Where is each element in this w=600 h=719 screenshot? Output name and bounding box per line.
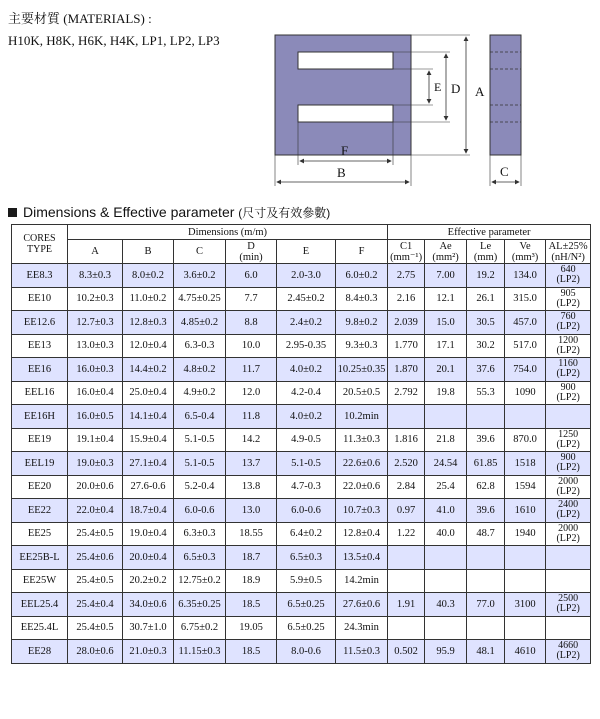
cell-a: 10.2±0.3 (68, 287, 123, 311)
cell-le: 37.6 (467, 358, 505, 382)
cell-le: 61.85 (467, 452, 505, 476)
cell-b: 12.8±0.3 (123, 311, 174, 335)
cell-ve: 754.0 (505, 358, 546, 382)
cell-d: 7.7 (226, 287, 277, 311)
cell-d: 13.7 (226, 452, 277, 476)
cell-b: 30.7±1.0 (123, 616, 174, 640)
cell-ve (505, 569, 546, 593)
cell-ve: 315.0 (505, 287, 546, 311)
cell-type: EE22 (12, 499, 68, 523)
e-core-front-view (275, 35, 411, 155)
cell-c1: 2.520 (388, 452, 425, 476)
cell-a: 25.4±0.5 (68, 569, 123, 593)
cell-ae (425, 569, 467, 593)
cell-type: EE13 (12, 334, 68, 358)
cell-a: 12.7±0.3 (68, 311, 123, 335)
cell-b: 21.0±0.3 (123, 640, 174, 664)
cell-b: 18.7±0.4 (123, 499, 174, 523)
cell-d: 13.0 (226, 499, 277, 523)
cell-c1: 2.75 (388, 264, 425, 288)
cell-le: 55.3 (467, 381, 505, 405)
cell-type: EE25.4L (12, 616, 68, 640)
table-body (12, 264, 591, 664)
header-e: E (277, 240, 336, 264)
cell-a: 25.4±0.5 (68, 522, 123, 546)
cell-c: 6.3-0.3 (174, 334, 226, 358)
cell-al: 905 (LP2) (546, 287, 591, 311)
cell-al: 2000 (LP2) (546, 475, 591, 499)
cell-c: 6.75±0.2 (174, 616, 226, 640)
cell-ae: 17.1 (425, 334, 467, 358)
cell-ae: 19.8 (425, 381, 467, 405)
cell-type: EE25W (12, 569, 68, 593)
cell-ve: 134.0 (505, 264, 546, 288)
cell-e: 4.7-0.3 (277, 475, 336, 499)
cell-f: 14.2min (336, 569, 388, 593)
cell-c: 6.3±0.3 (174, 522, 226, 546)
table-row (12, 546, 591, 570)
cell-f: 11.3±0.3 (336, 428, 388, 452)
header-ve: Ve (mm³) (505, 240, 546, 264)
cell-c1: 1.816 (388, 428, 425, 452)
cell-c1 (388, 546, 425, 570)
cell-f: 27.6±0.6 (336, 593, 388, 617)
cell-type: EE16 (12, 358, 68, 382)
cell-e: 4.2-0.4 (277, 381, 336, 405)
cell-d: 19.05 (226, 616, 277, 640)
cell-a: 19.1±0.4 (68, 428, 123, 452)
cell-a: 8.3±0.3 (68, 264, 123, 288)
cell-al: 900 (LP2) (546, 381, 591, 405)
cell-ae: 25.4 (425, 475, 467, 499)
table-row (12, 264, 591, 288)
cell-c: 3.6±0.2 (174, 264, 226, 288)
cell-a: 16.0±0.5 (68, 405, 123, 429)
cell-f: 10.7±0.3 (336, 499, 388, 523)
cell-e: 2.4±0.2 (277, 311, 336, 335)
label-a: A (475, 84, 485, 99)
cell-f: 24.3min (336, 616, 388, 640)
cell-le (467, 569, 505, 593)
cell-type: EE8.3 (12, 264, 68, 288)
cell-type: EE16H (12, 405, 68, 429)
label-f: F (341, 143, 349, 158)
cell-c1: 2.792 (388, 381, 425, 405)
cell-f: 8.4±0.3 (336, 287, 388, 311)
cell-f: 13.5±0.4 (336, 546, 388, 570)
cell-type: EE10 (12, 287, 68, 311)
dimensions-table (11, 224, 591, 664)
cell-ae: 95.9 (425, 640, 467, 664)
header-le: Le (mm) (467, 240, 505, 264)
cell-e: 6.5±0.3 (277, 546, 336, 570)
cell-al (546, 616, 591, 640)
section-title (8, 204, 330, 221)
table-row (12, 499, 591, 523)
cell-c: 5.1-0.5 (174, 428, 226, 452)
cell-b: 27.1±0.4 (123, 452, 174, 476)
cell-d: 8.8 (226, 311, 277, 335)
table-row (12, 287, 591, 311)
cell-le: 39.6 (467, 428, 505, 452)
cell-d: 6.0 (226, 264, 277, 288)
cell-a: 13.0±0.3 (68, 334, 123, 358)
cell-c1: 0.502 (388, 640, 425, 664)
cell-b: 8.0±0.2 (123, 264, 174, 288)
cell-type: EE20 (12, 475, 68, 499)
table-row (12, 334, 591, 358)
cell-le: 26.1 (467, 287, 505, 311)
cell-le: 62.8 (467, 475, 505, 499)
cell-le (467, 405, 505, 429)
cell-al: 2000 (LP2) (546, 522, 591, 546)
cell-e: 6.0-0.6 (277, 499, 336, 523)
cell-e: 5.1-0.5 (277, 452, 336, 476)
header-d: D (min) (226, 240, 277, 264)
header-cores-type: CORES TYPE (12, 225, 68, 264)
cell-b: 27.6-0.6 (123, 475, 174, 499)
e-core-side-view (490, 35, 521, 155)
cell-c1: 0.97 (388, 499, 425, 523)
cell-al (546, 405, 591, 429)
cell-c: 12.75±0.2 (174, 569, 226, 593)
table-row (12, 381, 591, 405)
cell-e: 6.5±0.25 (277, 593, 336, 617)
cell-c1: 2.039 (388, 311, 425, 335)
cell-b: 34.0±0.6 (123, 593, 174, 617)
cell-d: 12.0 (226, 381, 277, 405)
cell-c: 6.35±0.25 (174, 593, 226, 617)
cell-al: 900 (LP2) (546, 452, 591, 476)
cell-c1 (388, 405, 425, 429)
cell-c: 4.8±0.2 (174, 358, 226, 382)
cell-type: EEL16 (12, 381, 68, 405)
cell-c: 11.15±0.3 (174, 640, 226, 664)
cell-c1: 1.870 (388, 358, 425, 382)
header-f: F (336, 240, 388, 264)
cell-ae: 20.1 (425, 358, 467, 382)
header-c: C (174, 240, 226, 264)
cell-a: 25.4±0.5 (68, 616, 123, 640)
table-row (12, 616, 591, 640)
cell-ve: 1940 (505, 522, 546, 546)
cell-c: 5.1-0.5 (174, 452, 226, 476)
cell-c: 4.75±0.25 (174, 287, 226, 311)
cell-a: 25.4±0.4 (68, 593, 123, 617)
cell-al: 1200 (LP2) (546, 334, 591, 358)
header-ae: Ae (mm²) (425, 240, 467, 264)
cell-al: 1160 (LP2) (546, 358, 591, 382)
cell-le (467, 616, 505, 640)
cell-a: 20.0±0.6 (68, 475, 123, 499)
header-c1: C1 (mm⁻¹) (388, 240, 425, 264)
cell-ve: 1090 (505, 381, 546, 405)
cell-c1 (388, 569, 425, 593)
cell-ae: 7.00 (425, 264, 467, 288)
cell-ve: 457.0 (505, 311, 546, 335)
cell-c: 6.5±0.3 (174, 546, 226, 570)
cell-e: 2.45±0.2 (277, 287, 336, 311)
cell-e: 4.9-0.5 (277, 428, 336, 452)
cell-b: 15.9±0.4 (123, 428, 174, 452)
cell-f: 9.3±0.3 (336, 334, 388, 358)
label-e: E (434, 80, 442, 94)
cell-ae: 40.3 (425, 593, 467, 617)
cell-e: 5.9±0.5 (277, 569, 336, 593)
cell-al: 1250 (LP2) (546, 428, 591, 452)
cell-c: 6.0-0.6 (174, 499, 226, 523)
cell-ve (505, 405, 546, 429)
cell-a: 19.0±0.3 (68, 452, 123, 476)
cell-type: EE12.6 (12, 311, 68, 335)
cell-type: EE25B-L (12, 546, 68, 570)
cell-ve: 1518 (505, 452, 546, 476)
table-row (12, 475, 591, 499)
cell-d: 18.55 (226, 522, 277, 546)
cell-type: EEL25.4 (12, 593, 68, 617)
table-row (12, 522, 591, 546)
cell-al: 4660 (LP2) (546, 640, 591, 664)
cell-c1: 1.22 (388, 522, 425, 546)
header-b: B (123, 240, 174, 264)
cell-b: 19.0±0.4 (123, 522, 174, 546)
cell-f: 11.5±0.3 (336, 640, 388, 664)
cell-b: 14.4±0.2 (123, 358, 174, 382)
cell-ae: 24.54 (425, 452, 467, 476)
cell-f: 10.25±0.35 (336, 358, 388, 382)
header-dimensions: Dimensions (m/m) (68, 225, 388, 240)
cell-b: 14.1±0.4 (123, 405, 174, 429)
cell-ae: 41.0 (425, 499, 467, 523)
cell-ve: 1610 (505, 499, 546, 523)
header-a: A (68, 240, 123, 264)
cell-f: 12.8±0.4 (336, 522, 388, 546)
cell-le: 48.1 (467, 640, 505, 664)
header-al: AL±25% (nH/N²) (546, 240, 591, 264)
cell-ve: 3100 (505, 593, 546, 617)
cell-le: 77.0 (467, 593, 505, 617)
cell-d: 11.7 (226, 358, 277, 382)
cell-a: 25.4±0.6 (68, 546, 123, 570)
table-row (12, 428, 591, 452)
cell-b: 20.2±0.2 (123, 569, 174, 593)
cell-type: EEL19 (12, 452, 68, 476)
cell-ve: 4610 (505, 640, 546, 664)
cell-d: 10.0 (226, 334, 277, 358)
cell-c1: 2.16 (388, 287, 425, 311)
cell-ve (505, 546, 546, 570)
cell-c: 4.9±0.2 (174, 381, 226, 405)
cell-d: 18.7 (226, 546, 277, 570)
cell-e: 2.0-3.0 (277, 264, 336, 288)
cell-e: 6.5±0.25 (277, 616, 336, 640)
cell-c: 6.5-0.4 (174, 405, 226, 429)
cell-le: 30.5 (467, 311, 505, 335)
cell-ve: 517.0 (505, 334, 546, 358)
cell-le: 48.7 (467, 522, 505, 546)
cell-al: 640 (LP2) (546, 264, 591, 288)
cell-al (546, 569, 591, 593)
cell-d: 13.8 (226, 475, 277, 499)
cell-a: 16.0±0.4 (68, 381, 123, 405)
cell-ae (425, 546, 467, 570)
cell-b: 25.0±0.4 (123, 381, 174, 405)
materials-title: 主要材質 (MATERIALS) : (8, 11, 152, 26)
cell-f: 9.8±0.2 (336, 311, 388, 335)
cell-ae: 12.1 (425, 287, 467, 311)
cell-al: 760 (LP2) (546, 311, 591, 335)
cell-ae (425, 405, 467, 429)
cell-a: 28.0±0.6 (68, 640, 123, 664)
cell-c1: 2.84 (388, 475, 425, 499)
cell-b: 12.0±0.4 (123, 334, 174, 358)
cell-f: 22.6±0.6 (336, 452, 388, 476)
section-subtitle: (尺寸及有效參數) (238, 206, 331, 220)
table-row (12, 593, 591, 617)
cell-a: 22.0±0.4 (68, 499, 123, 523)
cell-c: 5.2-0.4 (174, 475, 226, 499)
cell-b: 20.0±0.4 (123, 546, 174, 570)
cell-al (546, 546, 591, 570)
cell-ae: 21.8 (425, 428, 467, 452)
cell-ae: 15.0 (425, 311, 467, 335)
header-effective: Effective parameter (388, 225, 591, 240)
cell-type: EE19 (12, 428, 68, 452)
cell-e: 8.0-0.6 (277, 640, 336, 664)
cell-c1: 1.770 (388, 334, 425, 358)
label-c: C (500, 164, 509, 179)
cell-le: 19.2 (467, 264, 505, 288)
table-row (12, 569, 591, 593)
cell-c1 (388, 616, 425, 640)
cell-type: EE25 (12, 522, 68, 546)
cell-d: 14.2 (226, 428, 277, 452)
cell-al: 2500 (LP2) (546, 593, 591, 617)
cell-f: 10.2min (336, 405, 388, 429)
square-bullet-icon (8, 208, 17, 217)
label-d: D (451, 81, 461, 96)
cell-ve (505, 616, 546, 640)
cell-a: 16.0±0.3 (68, 358, 123, 382)
table-row (12, 452, 591, 476)
cell-ae: 40.0 (425, 522, 467, 546)
materials-list: H10K, H8K, H6K, H4K, LP1, LP2, LP3 (8, 33, 220, 48)
cell-d: 11.8 (226, 405, 277, 429)
cell-le: 39.6 (467, 499, 505, 523)
cell-le: 30.2 (467, 334, 505, 358)
cell-d: 18.5 (226, 593, 277, 617)
cell-ve: 870.0 (505, 428, 546, 452)
cell-f: 22.0±0.6 (336, 475, 388, 499)
table-row (12, 405, 591, 429)
cell-e: 6.4±0.2 (277, 522, 336, 546)
cell-e: 4.0±0.2 (277, 358, 336, 382)
cell-b: 11.0±0.2 (123, 287, 174, 311)
cell-le (467, 546, 505, 570)
cell-c1: 1.91 (388, 593, 425, 617)
cell-ae (425, 616, 467, 640)
section-title-text: Dimensions & Effective parameter (23, 204, 235, 220)
cell-d: 18.5 (226, 640, 277, 664)
table-row (12, 311, 591, 335)
cell-al: 2400 (LP2) (546, 499, 591, 523)
cell-e: 2.95-0.35 (277, 334, 336, 358)
cell-f: 6.0±0.2 (336, 264, 388, 288)
cell-f: 20.5±0.5 (336, 381, 388, 405)
label-b: B (337, 165, 346, 180)
cell-ve: 1594 (505, 475, 546, 499)
cell-e: 4.0±0.2 (277, 405, 336, 429)
cell-d: 18.9 (226, 569, 277, 593)
table-row (12, 358, 591, 382)
cell-c: 4.85±0.2 (174, 311, 226, 335)
cell-type: EE28 (12, 640, 68, 664)
core-dimension-drawing (0, 0, 600, 200)
table-row (12, 640, 591, 664)
